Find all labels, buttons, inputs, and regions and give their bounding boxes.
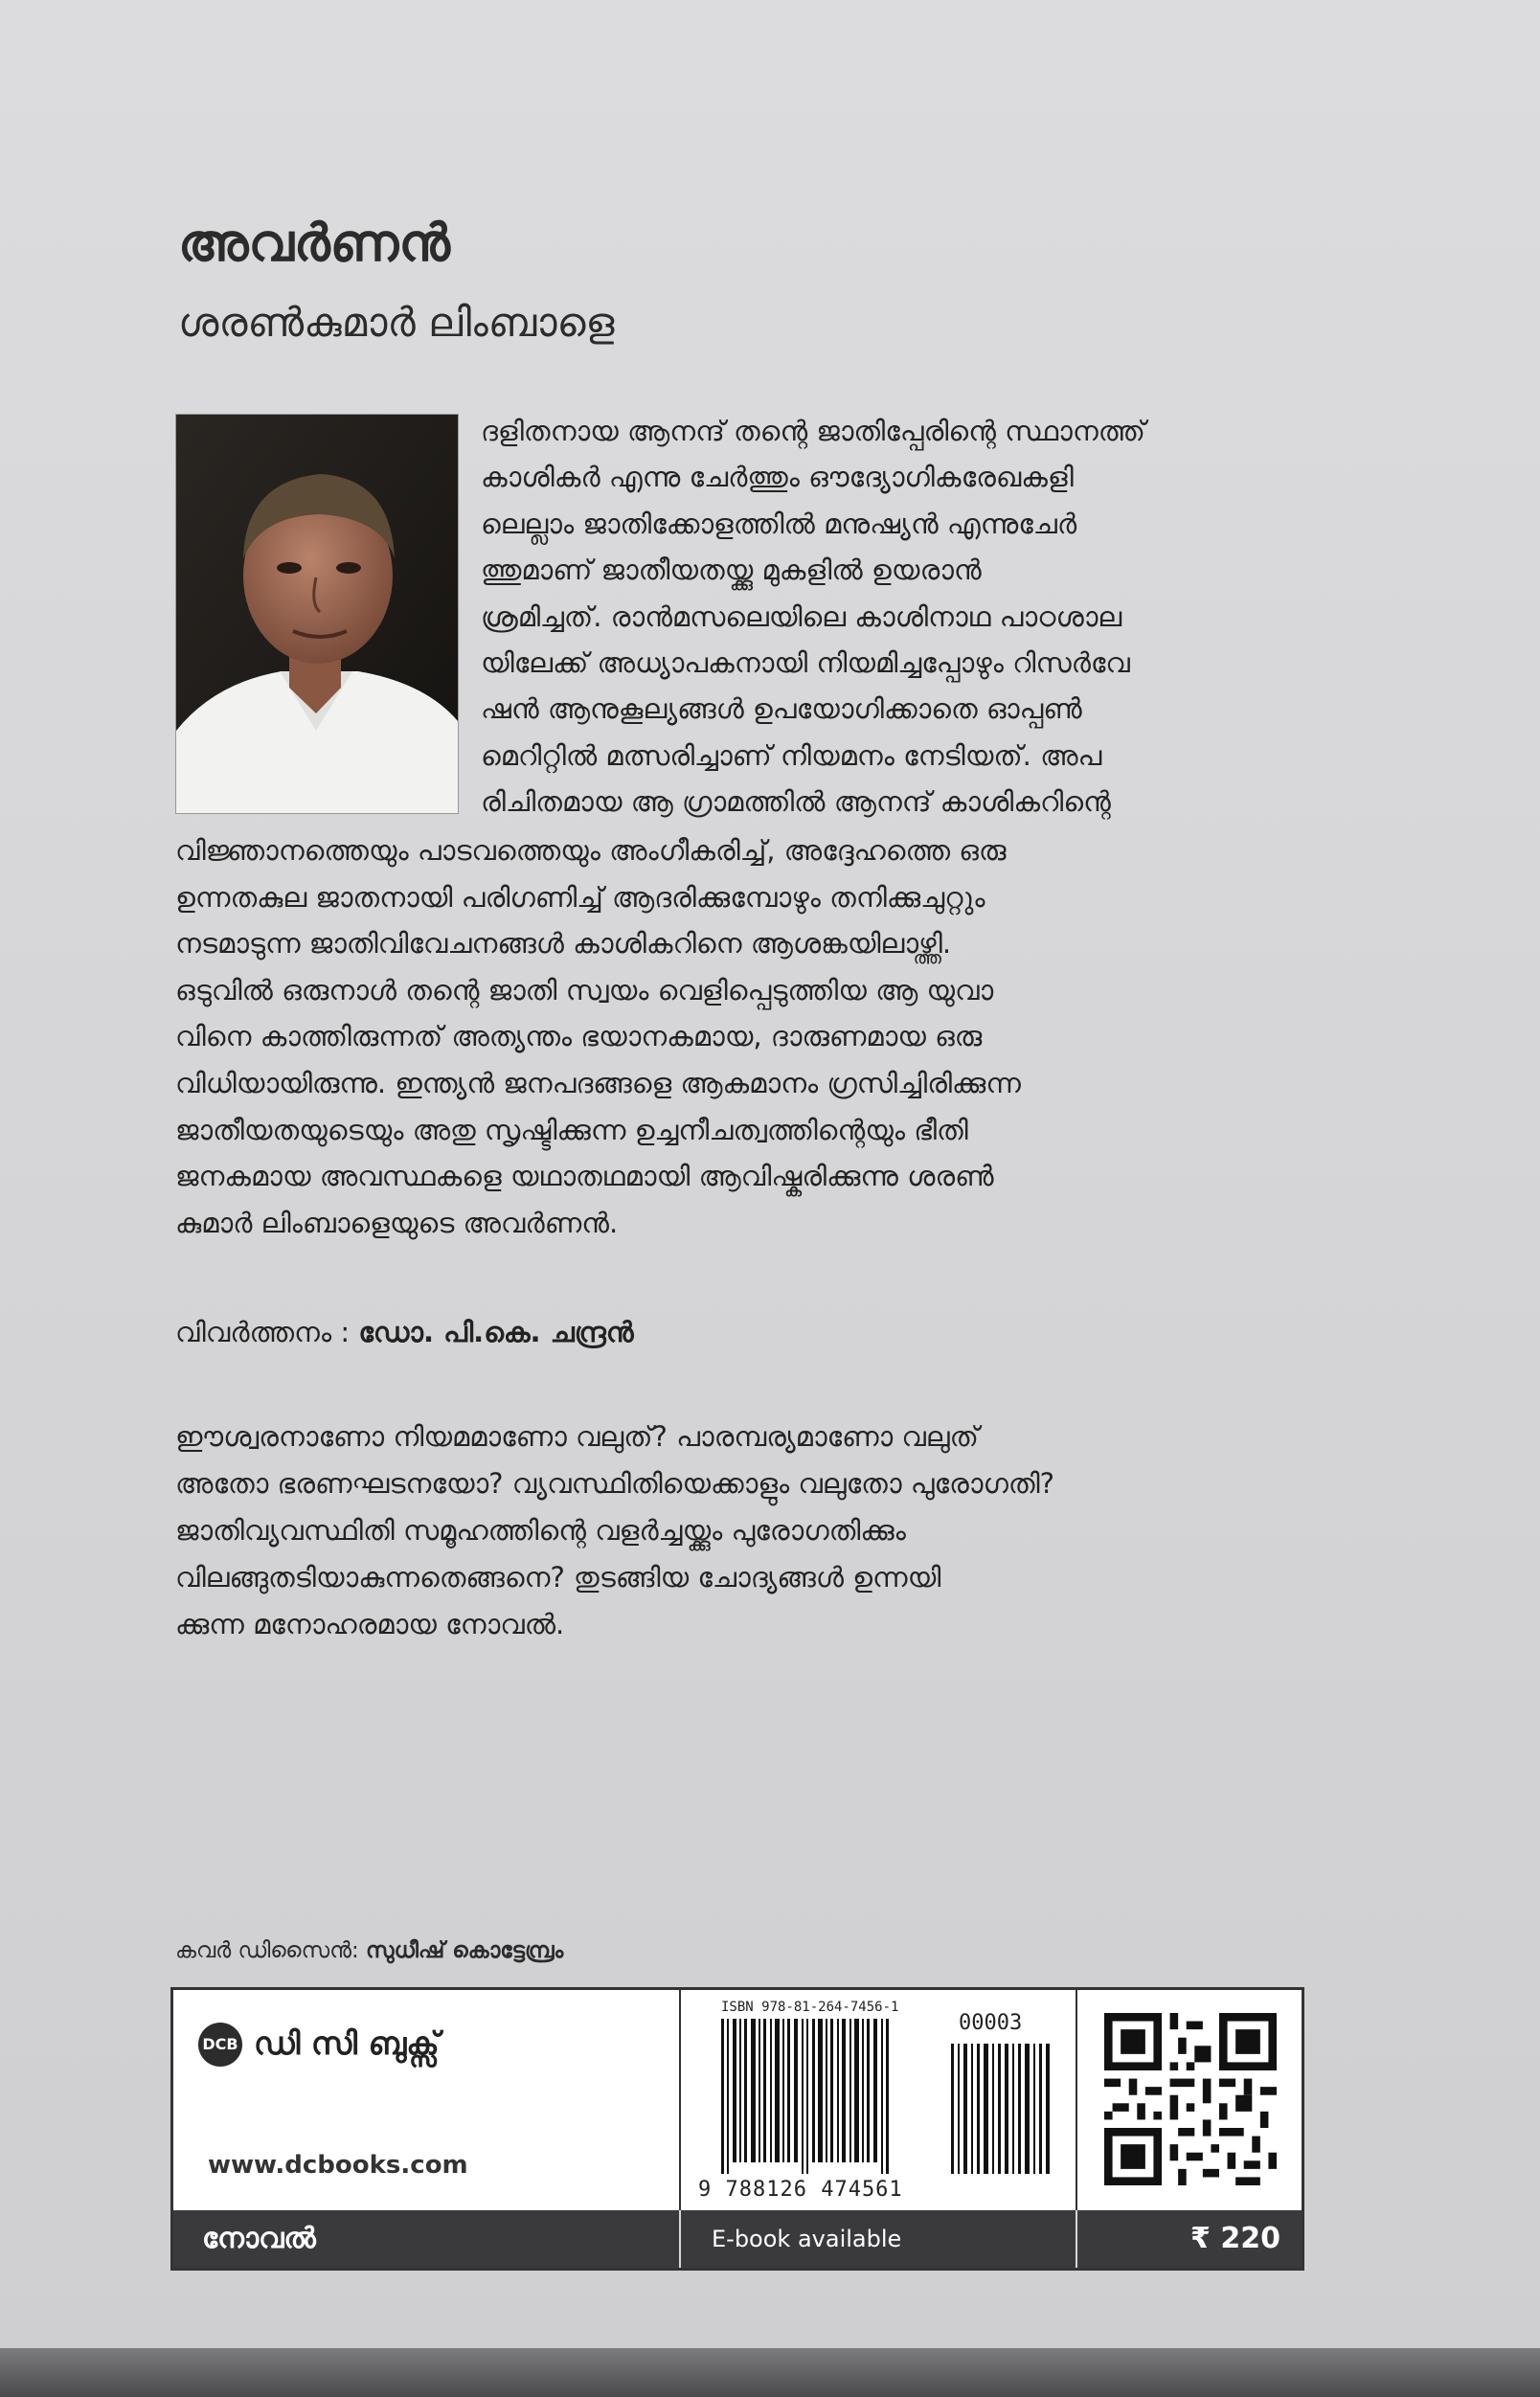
translator-name: ഡോ. പി.കെ. ചന്ദ്രൻ bbox=[358, 1316, 634, 1348]
book-title: അവർണൻ bbox=[178, 213, 450, 273]
author-photo bbox=[175, 414, 459, 814]
questions-paragraph bbox=[175, 1413, 1325, 1648]
blurb-line: ലെല്ലാം ജാതിക്കോളത്തിൽ മനുഷ്യൻ എന്നുചേർ bbox=[481, 507, 1077, 540]
blurb-line: വിനെ കാത്തിരുന്നത് അത്യന്തം ഭയാനകമായ, ദാരുണമായ ഒരു bbox=[175, 1020, 983, 1053]
blurb-line: കാശികർ എന്നു ചേർത്തും ഔദ്യോഗികരേഖകളി bbox=[481, 461, 1074, 494]
blurb-line: വിജ്ഞാനത്തെയും പാടവത്തെയും അംഗീകരിച്ച്, അദ്ദേഹത്തെ ഒരു bbox=[175, 834, 1007, 867]
bottom-edge-band bbox=[0, 2348, 1540, 2397]
footer-strip bbox=[173, 2210, 1302, 2268]
blurb-line: യിലേക്ക് അധ്യാപകനായി നിയമിച്ചപ്പോഴും റിസർവേ bbox=[481, 646, 1130, 680]
book-author: ശരൺകുമാർ ലിംബാളെ bbox=[178, 299, 615, 346]
cover-design-label: കവർ ഡിസൈൻ: bbox=[175, 1938, 367, 1963]
price-label: ₹ 220 bbox=[1190, 2222, 1280, 2255]
question-line: ഈശ്വരനാണോ നിയമമാണോ വലുത്? പാരമ്പര്യമാണോ വലുത് bbox=[175, 1420, 979, 1453]
blurb-line: ജാതീയതയുടെയും അതു സൃഷ്ടിക്കുന്ന ഉച്ചനീചത്വത്തിന്റെയും ഭീതി bbox=[175, 1113, 968, 1146]
dc-books-logo-icon: DCB bbox=[198, 2023, 242, 2067]
barcode-digits: 9 788126 474561 bbox=[698, 2178, 903, 2202]
publisher-name: ഡി സി ബുക്സ് bbox=[254, 2024, 440, 2062]
blurb-line: രിചിതമായ ആ ഗ്രാമത്തിൽ ആനന്ദ് കാശികറിന്റെ bbox=[481, 785, 1111, 819]
barcode-icon bbox=[721, 2019, 894, 2174]
question-line: ജാതിവ്യവസ്ഥിതി സമൂഹത്തിന്റെ വളർച്ചയ്ക്കും പുരോഗതിക്കും bbox=[175, 1514, 906, 1547]
publisher-info-box bbox=[170, 1987, 1304, 2271]
blurb-line: വിധിയായിരുന്നു. ഇന്ത്യൻ ജനപദങ്ങളെ ആകമാനം ഗ്രസിച്ചിരിക്കുന്ന bbox=[175, 1066, 1021, 1099]
question-line: അതോ ഭരണഘടനയോ? വ്യവസ്ഥിതിയെക്കാളും വലുതോ പുരോഗതി? bbox=[175, 1467, 1055, 1500]
blurb-upper bbox=[481, 408, 1324, 825]
publisher-cell bbox=[173, 1990, 681, 2210]
price-code: 00003 bbox=[959, 2011, 1023, 2035]
strip-divider bbox=[679, 2210, 681, 2268]
qr-cell bbox=[1077, 1990, 1302, 2210]
blurb-line: മെറിറ്റിൽ മത്സരിച്ചാണ് നിയമനം നേടിയത്. അപ bbox=[481, 738, 1102, 772]
blurb-line: നടമാടുന്ന ജാതിവിവേചനങ്ങൾ കാശികറിനെ ആശങ്കയിലാഴ്ത്തി. bbox=[175, 927, 952, 961]
blurb-line: ശ്രമിച്ചത്. രാൻമസലെയിലെ കാശിനാഥ പാഠശാല bbox=[481, 599, 1122, 633]
blurb-line: ഒടുവിൽ ഒരുനാൾ തന്റെ ജാതി സ്വയം വെളിപ്പെടുത്തിയ ആ യുവാ bbox=[175, 973, 994, 1006]
cover-designer-name: സുധീഷ് കൊട്ടേമ്പ്രം bbox=[366, 1938, 564, 1963]
strip-divider bbox=[1076, 2210, 1077, 2268]
genre-label: നോവൽ bbox=[202, 2222, 316, 2255]
publisher-website: www.dcbooks.com bbox=[208, 2151, 468, 2180]
translator-credit bbox=[175, 1316, 634, 1349]
blurb-line: ഷൻ ആനുകൂല്യങ്ങൾ ഉപയോഗിക്കാതെ ഓപ്പൺ bbox=[481, 692, 1082, 726]
question-line: വിലങ്ങുതടിയാകുന്നതെങ്ങനെ? തുടങ്ങിയ ചോദ്യങ്ങൾ ഉന്നയി bbox=[175, 1561, 941, 1594]
qr-code-icon bbox=[1104, 2013, 1277, 2185]
blurb-lower bbox=[175, 827, 1325, 1246]
blurb-line: ജനകമായ അവസ്ഥകളെ യഥാതഥമായി ആവിഷ്കരിക്കുന്നു ശരൺ bbox=[175, 1160, 994, 1193]
question-line: ക്കുന്ന മനോഹരമായ നോവൽ. bbox=[175, 1608, 565, 1640]
ebook-label: E-book available bbox=[712, 2226, 902, 2252]
blurb-line: കുമാർ ലിംബാളെയുടെ അവർണൻ. bbox=[175, 1206, 619, 1239]
barcode-cell bbox=[681, 1990, 1077, 2210]
blurb-line: ദളിതനായ ആനന്ദ് തന്റെ ജാതിപ്പേരിന്റെ സ്ഥാനത്ത് bbox=[481, 415, 1145, 447]
blurb-line: ഉന്നതകുല ജാതനായി പരിഗണിച്ച് ആദരിക്കുമ്പോഴും തനിക്കുചുറ്റും bbox=[175, 880, 985, 914]
translator-label: വിവർത്തനം : bbox=[175, 1316, 359, 1348]
blurb-line: ത്തുമാണ് ജാതീയതയ്ക്കു മുകളിൽ ഉയരാൻ bbox=[481, 554, 982, 587]
cover-design-credit bbox=[175, 1938, 563, 1963]
addon-barcode-icon bbox=[951, 2044, 1056, 2174]
isbn-label: ISBN 978-81-264-7456-1 bbox=[721, 2000, 899, 2015]
